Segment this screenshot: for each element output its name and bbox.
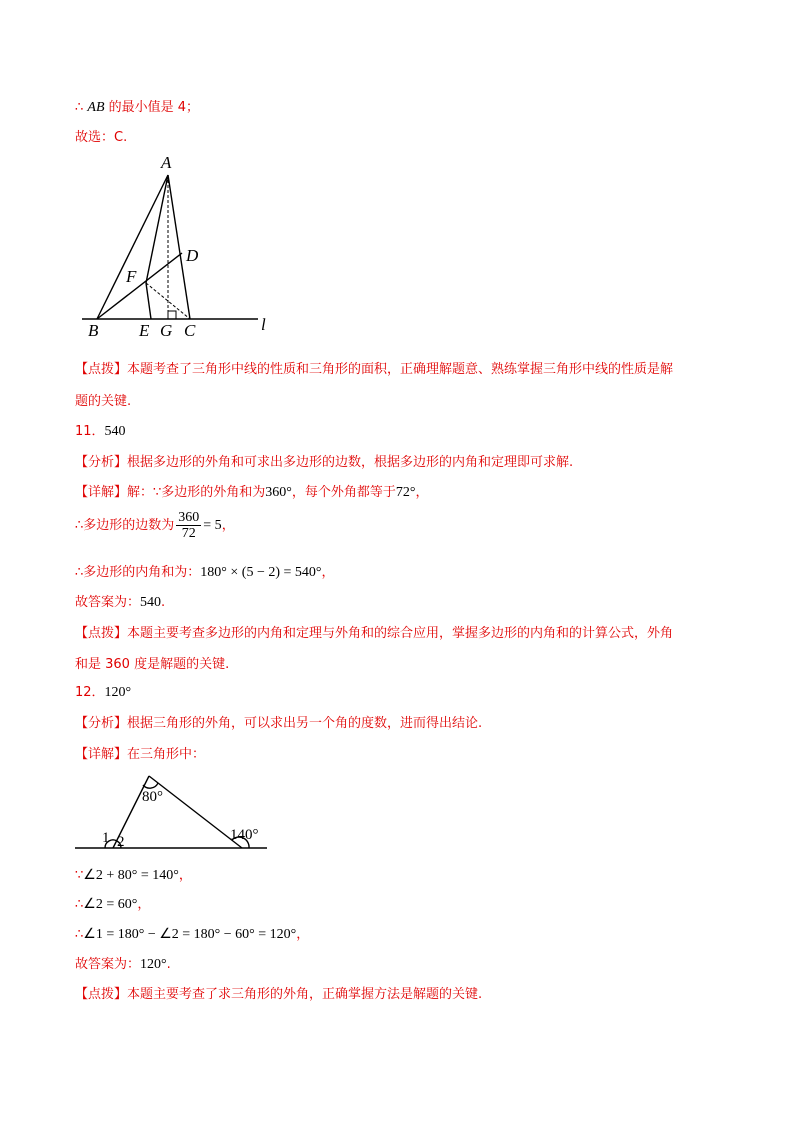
- edges-text: ∴多边形的边数为: [75, 518, 175, 533]
- interior-sum-line: [75, 563, 335, 583]
- label-140: 140°: [230, 827, 259, 843]
- interior-text: ∴多边形的内角和为：: [75, 565, 201, 580]
- punct: ，: [178, 868, 192, 883]
- label-l: l: [261, 315, 266, 334]
- because-line: [75, 866, 192, 886]
- conclusion-text: 的最小值是 4；: [104, 100, 200, 115]
- answer-11-line: [75, 593, 165, 613]
- label-c: C: [184, 321, 196, 340]
- label-2: 2: [117, 834, 125, 850]
- dianbo-note-1: 【点拨】本题考查了三角形中线的性质和三角形的面积，正确理解题意、熟练掌握三角形中线的性质是解: [75, 362, 674, 377]
- xiangjie-11: [75, 483, 429, 503]
- because-expression: ∠2 + 80° = 140°: [83, 868, 179, 883]
- xiangjie-12: 【详解】在三角形中：: [75, 747, 206, 762]
- answer-value: 540: [104, 424, 126, 439]
- fenxi-12: 【分析】根据三角形的外角，可以求出另一个角的度数，进而得出结论.: [75, 716, 483, 731]
- conclusion-line: [75, 98, 199, 118]
- fenxi-11: 【分析】根据多边形的外角和可求出多边形的边数，根据多边形的内角和定理即可求解.: [75, 455, 574, 470]
- answer-value: 120°: [104, 685, 132, 700]
- answer-value: 540: [140, 595, 162, 610]
- exterior-sum-value: 360°: [265, 485, 292, 500]
- punct: .: [166, 957, 171, 972]
- dianbo-note-11: 【点拨】本题主要考查多边形的内角和定理与外角和的综合应用，掌握多边形的内角和的计算公式，外角: [75, 626, 674, 641]
- fraction: [176, 510, 201, 541]
- therefore-expression: ∠2 = 60°: [83, 897, 138, 912]
- punct: .: [161, 595, 166, 610]
- question-number: 11．: [75, 424, 105, 439]
- side-ab: [97, 175, 168, 319]
- question-12-answer: [75, 683, 131, 703]
- exterior-angle-value: 72°: [395, 485, 416, 500]
- because-symbol: ∵: [75, 868, 84, 883]
- dianbo-note-1-cont: 题的关键.: [75, 394, 132, 409]
- label-b: B: [88, 321, 99, 340]
- label-g: G: [160, 321, 173, 340]
- punct: ，: [137, 897, 151, 912]
- xiangjie-text: 【详解】解：∵多边形的外角和为: [75, 485, 266, 500]
- label-e: E: [139, 321, 150, 340]
- therefore-symbol: ∴: [75, 927, 84, 942]
- right-side: [149, 776, 242, 848]
- therefore-line-1: [75, 895, 150, 915]
- label-80: 80°: [142, 789, 163, 805]
- therefore-symbol: ∴: [75, 100, 88, 115]
- choice-line: 故选：C.: [75, 130, 128, 145]
- dianbo-note-11-cont: 和是 360 度是解题的关键.: [75, 657, 230, 672]
- fraction-denominator: 72: [181, 526, 196, 541]
- therefore-symbol: ∴: [75, 897, 84, 912]
- exterior-angle-figure: [75, 770, 275, 855]
- label-1: 1: [102, 830, 110, 846]
- median-bd: [97, 253, 182, 319]
- interior-expression: 180° × (5 − 2) = 540°: [200, 565, 322, 580]
- therefore-line-2: [75, 925, 309, 945]
- punct: ，: [321, 565, 335, 580]
- geometry-figure-triangle-abc: [80, 152, 290, 342]
- fraction-numerator: 360: [178, 510, 200, 525]
- therefore-expression: ∠1 = 180° − ∠2 = 180° − 60° = 120°: [83, 927, 297, 942]
- punct: ，: [221, 518, 235, 533]
- segment-fe: [146, 283, 151, 319]
- answer-value: 120°: [140, 957, 167, 972]
- xiangjie-text-2: ，每个外角都等于: [291, 485, 396, 500]
- edges-line: [75, 510, 235, 541]
- question-number: 12．: [75, 685, 105, 700]
- question-11-answer: [75, 422, 126, 442]
- punct: ，: [296, 927, 310, 942]
- dianbo-note-12: 【点拨】本题主要考查了求三角形的外角，正确掌握方法是解题的关键.: [75, 987, 483, 1002]
- segment-ab: AB: [87, 100, 105, 115]
- edges-result: = 5: [203, 518, 222, 533]
- answer-label: 故答案为：: [75, 957, 141, 972]
- answer-12-line: [75, 955, 171, 975]
- right-angle-mark: [168, 311, 176, 319]
- punct: ，: [415, 485, 429, 500]
- label-f: F: [126, 267, 137, 286]
- label-a: A: [161, 153, 172, 172]
- label-d: D: [186, 246, 199, 265]
- answer-label: 故答案为：: [75, 595, 141, 610]
